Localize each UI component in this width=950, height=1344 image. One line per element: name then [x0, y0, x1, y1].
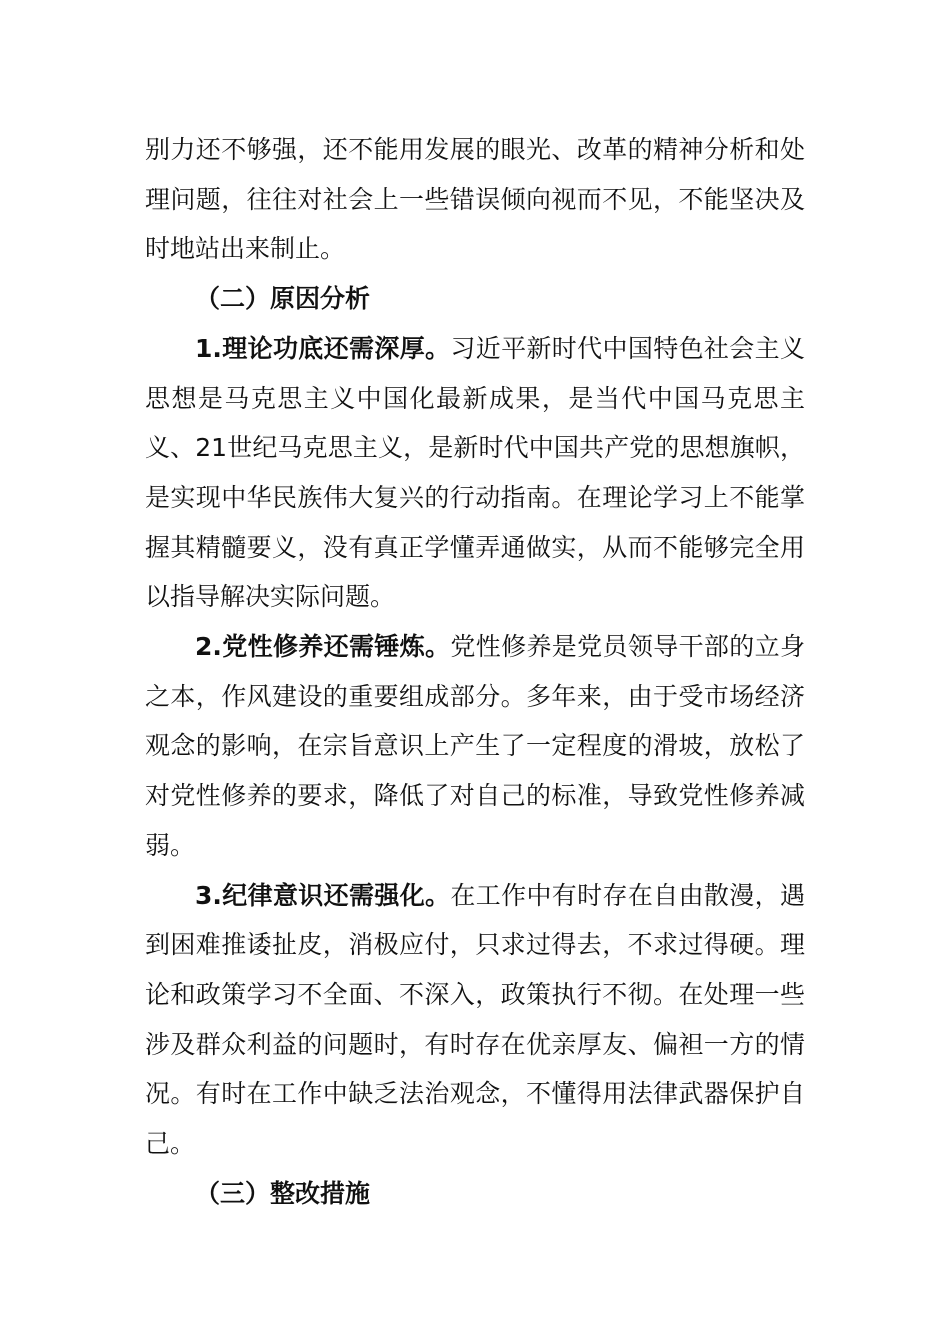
paragraph-discipline — [145, 871, 805, 1169]
section-heading-rectification: （三）整改措施 — [195, 1178, 371, 1208]
paragraph-party-spirit — [145, 622, 805, 871]
section-heading-cause-analysis: （二）原因分析 — [195, 284, 371, 314]
paragraph-party-spirit-body: 党性修养是党员领导干部的立身之本，作风建设的重要组成部分。多年来，由于受市场经济观念的影响，在宗旨意识上产生了一定程度的滑坡，放松了对党性修养的要求，降低了对自己的标准，导致党性修养减弱。 — [145, 632, 805, 860]
paragraph-theory-lead: 1.理论功底还需深厚。 — [195, 333, 451, 363]
paragraph-party-spirit-lead: 2.党性修养还需锤炼。 — [195, 632, 451, 662]
paragraph-theory — [145, 324, 805, 622]
paragraph-discipline-body: 在工作中有时存在自由散漫，遇到困难推诿扯皮，消极应付，只求过得去，不求过得硬。理论和政策学习不全面、不深入，政策执行不彻。在处理一些涉及群众利益的问题时，有时存在优亲厚友、偏袒一方的情况。有时在工作中缺乏法治观念，不懂得用法律武器保护自己。 — [145, 880, 805, 1159]
paragraph-theory-body: 习近平新时代中国特色社会主义思想是马克思主义中国化最新成果，是当代中国马克思主义、21世纪马克思主义，是新时代中国共产党的思想旗帜，是实现中华民族伟大复兴的行动指南。在理论学习上不能掌握其精髓要义，没有真正学懂弄通做实，从而不能够完全用以指导解决实际问题。 — [145, 333, 805, 612]
paragraph-discipline-lead: 3.纪律意识还需强化。 — [195, 880, 451, 910]
paragraph-continuation: 别力还不够强，还不能用发展的眼光、改革的精神分析和处理问题，往往对社会上一些错误倾向视而不见，不能坚决及时地站出来制止。 — [145, 135, 805, 264]
document-body — [145, 125, 805, 1218]
